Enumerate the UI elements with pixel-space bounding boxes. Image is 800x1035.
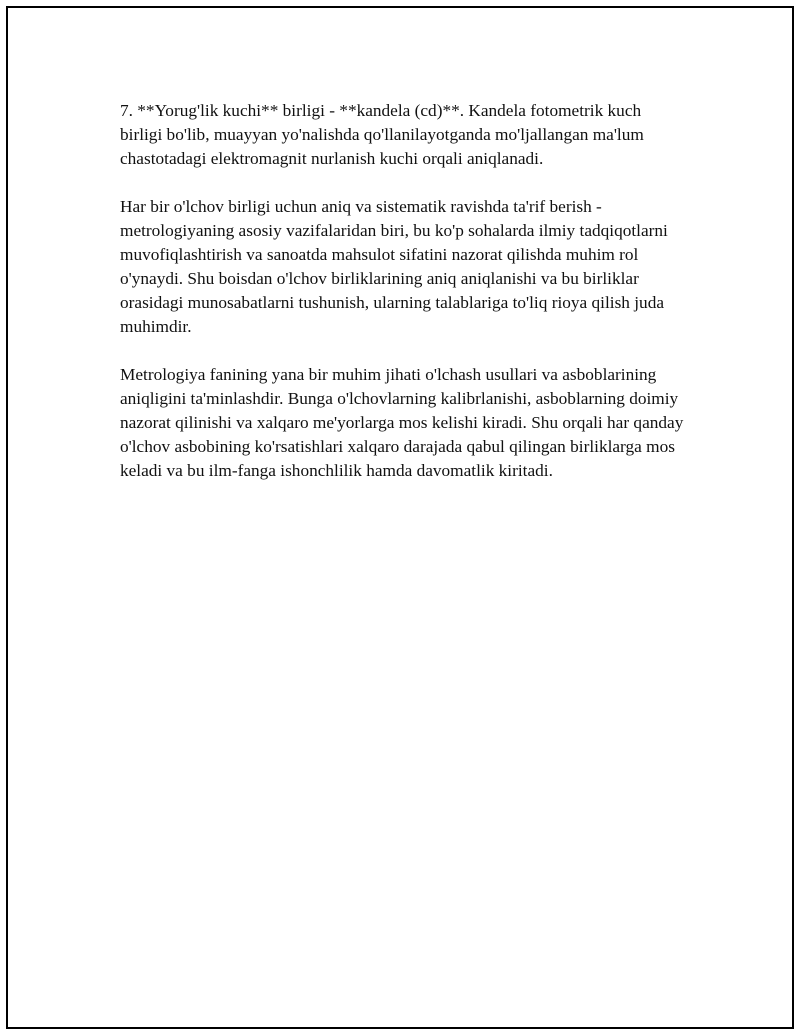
document-body: [120, 99, 685, 507]
paragraph-candela: 7. **Yorug'lik kuchi** birligi - **kandela (cd)**. Kandela fotometrik kuch birligi bo'lib, muayyan yo'nalishda qo'llanilayotganda mo'ljallangan ma'lum chastotadagi elektromagnit nurlanish kuchi orqali aniqlanadi.: [120, 101, 644, 168]
paragraph-measurement-accuracy: Metrologiya fanining yana bir muhim jihati o'lchash usullari va asboblarining aniqligini ta'minlashdir. Bunga o'lchovlarning kalibrlanishi, asboblarning doimiy nazorat qilinishi va xalqaro me'yorlarga mos kelishi kiradi. Shu orqali har qanday o'lchov asbobining ko'rsatishlari xalqaro darajada qabul qilingan birliklarga mos keladi va bu ilm-fanga ishonchlilik hamda davomatlik kiritadi.: [120, 365, 684, 480]
page-border: [6, 6, 794, 1029]
paragraph-unit-definitions: Har bir o'lchov birligi uchun aniq va sistematik ravishda ta'rif berish - metrologiyaning asosiy vazifalaridan biri, bu ko'p sohalarda ilmiy tadqiqotlarni muvofiqlashtirish va sanoatda mahsulot sifatini nazorat qilishda muhim rol o'ynaydi. Shu boisdan o'lchov birliklarining aniq aniqlanishi va bu birliklar orasidagi munosabatlarni tushunish, ularning talablariga to'liq rioya qilish juda muhimdir.: [120, 197, 668, 336]
